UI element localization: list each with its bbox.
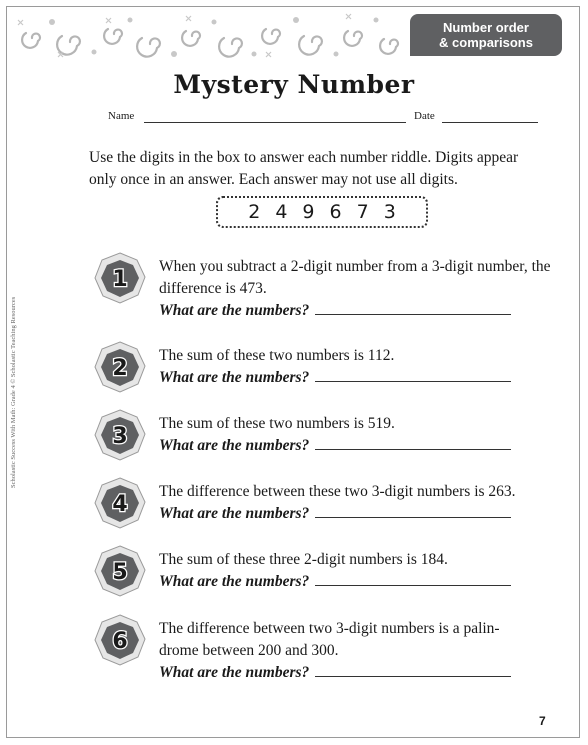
digit: 6	[329, 201, 342, 223]
riddle-text-block	[159, 618, 529, 684]
digit: 4	[275, 201, 288, 223]
number-badge-icon	[94, 252, 146, 304]
riddle-text: When you subtract a 2-digit number from a 3-digit number, the difference is 473.	[159, 258, 551, 297]
spiral-decoration-strip	[10, 8, 410, 60]
badge-number: 4	[112, 492, 128, 517]
question-row	[159, 300, 564, 322]
badge-number: 6	[112, 629, 128, 654]
question-row	[159, 662, 529, 684]
riddle-text-block	[159, 481, 564, 525]
side-credit: Scholastic Success With Math: Grade 4 © Scholastic Teaching Resources	[10, 296, 17, 488]
number-badge-icon	[94, 545, 146, 597]
digit: 3	[383, 201, 396, 223]
digit: 2	[248, 201, 261, 223]
badge-number: 3	[112, 424, 128, 449]
riddle-text: The difference between these two 3-digit numbers is 263.	[159, 483, 516, 500]
riddle-text: The sum of these three 2-digit numbers is 184.	[159, 551, 448, 568]
answer-field[interactable]	[315, 435, 511, 450]
question-row	[159, 435, 564, 457]
digit-box	[216, 196, 428, 228]
page-number: 7	[539, 714, 546, 728]
question-row	[159, 503, 564, 525]
badge-number: 2	[112, 356, 128, 381]
answer-field[interactable]	[315, 367, 511, 382]
question-row	[159, 571, 564, 593]
date-label: Date	[414, 110, 435, 122]
number-badge-icon	[94, 614, 146, 666]
topic-tag-line-2: & comparisons	[439, 35, 533, 50]
question-label: What are the numbers?	[159, 369, 310, 386]
badge-number: 1	[112, 267, 128, 292]
digit: 9	[302, 201, 315, 223]
number-badge-icon	[94, 477, 146, 529]
riddle-text-block	[159, 345, 564, 389]
riddle-text: The sum of these two numbers is 112.	[159, 347, 395, 364]
question-label: What are the numbers?	[159, 302, 310, 319]
riddle-text: The sum of these two numbers is 519.	[159, 415, 395, 432]
name-label: Name	[108, 110, 135, 122]
answer-field[interactable]	[315, 503, 511, 518]
name-date-row	[108, 110, 538, 126]
topic-tag-line-1: Number order	[443, 20, 529, 35]
question-label: What are the numbers?	[159, 664, 310, 681]
question-label: What are the numbers?	[159, 437, 310, 454]
riddle-text-block	[159, 549, 564, 593]
question-row	[159, 367, 564, 389]
topic-tag	[410, 14, 562, 56]
instructions: Use the digits in the box to answer each number riddle. Digits appear only once in an answer. Each answer may not use all digits.	[89, 149, 519, 188]
number-badge-icon	[94, 341, 146, 393]
riddle-text: The difference between two 3-digit numbers is a palin-drome between 200 and 300.	[159, 620, 500, 659]
spiral-decoration-icon	[10, 8, 410, 60]
number-badge-icon	[94, 409, 146, 461]
riddle-text-block	[159, 413, 564, 457]
answer-field[interactable]	[315, 571, 511, 586]
answer-field[interactable]	[315, 662, 511, 677]
page-title: Mystery Number	[173, 70, 415, 99]
digit: 7	[356, 201, 369, 223]
answer-field[interactable]	[315, 300, 511, 315]
date-field[interactable]	[442, 122, 538, 123]
name-field[interactable]	[144, 122, 406, 123]
question-label: What are the numbers?	[159, 573, 310, 590]
badge-number: 5	[112, 560, 128, 585]
question-label: What are the numbers?	[159, 505, 310, 522]
riddle-text-block	[159, 256, 564, 322]
